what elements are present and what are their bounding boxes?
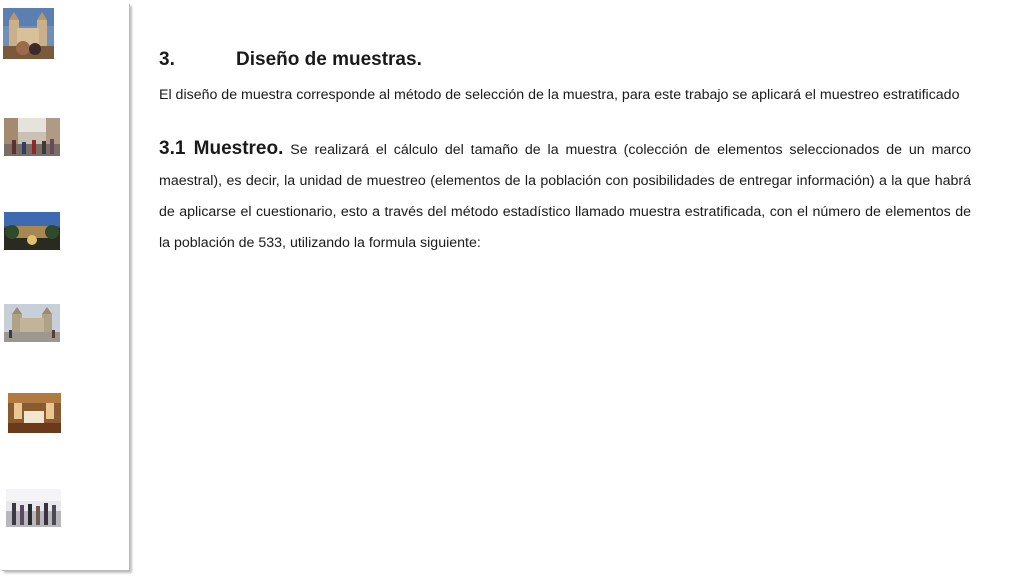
section-number: 3. bbox=[159, 49, 175, 70]
cathedral-photo-icon bbox=[3, 8, 54, 59]
thumbnail-sidebar bbox=[2, 4, 130, 571]
street-crowd-photo-icon bbox=[4, 118, 60, 156]
subsection-label: 3.1 Muestreo. bbox=[159, 138, 284, 159]
section-title: Diseño de muestras. bbox=[236, 49, 422, 70]
subsection-body: Se realizará el cálculo del tamaño de la muestra (colección de elementos seleccionados de un marco maestral), es decir, la unidad de muestreo (elementos de la población con posibilidades de entregar información) a la que habrá de aplicarse el cuestionario, esto a través del método estadístico llamado muestra estratificada, con el número de elementos de la población de 533, utilizando la formula siguiente: bbox=[159, 142, 972, 251]
hotel-room-photo-icon bbox=[8, 393, 61, 433]
plaza-dusk-photo-icon bbox=[4, 212, 60, 250]
market-street-photo-icon bbox=[6, 489, 61, 527]
document-body bbox=[159, 46, 971, 259]
subsection-paragraph bbox=[159, 133, 971, 259]
section-heading bbox=[159, 46, 971, 74]
church-plaza-photo-icon bbox=[4, 304, 60, 342]
section-intro: El diseño de muestra corresponde al método de selección de la muestra, para este trabajo se aplicará el muestreo estratificado bbox=[159, 87, 960, 103]
